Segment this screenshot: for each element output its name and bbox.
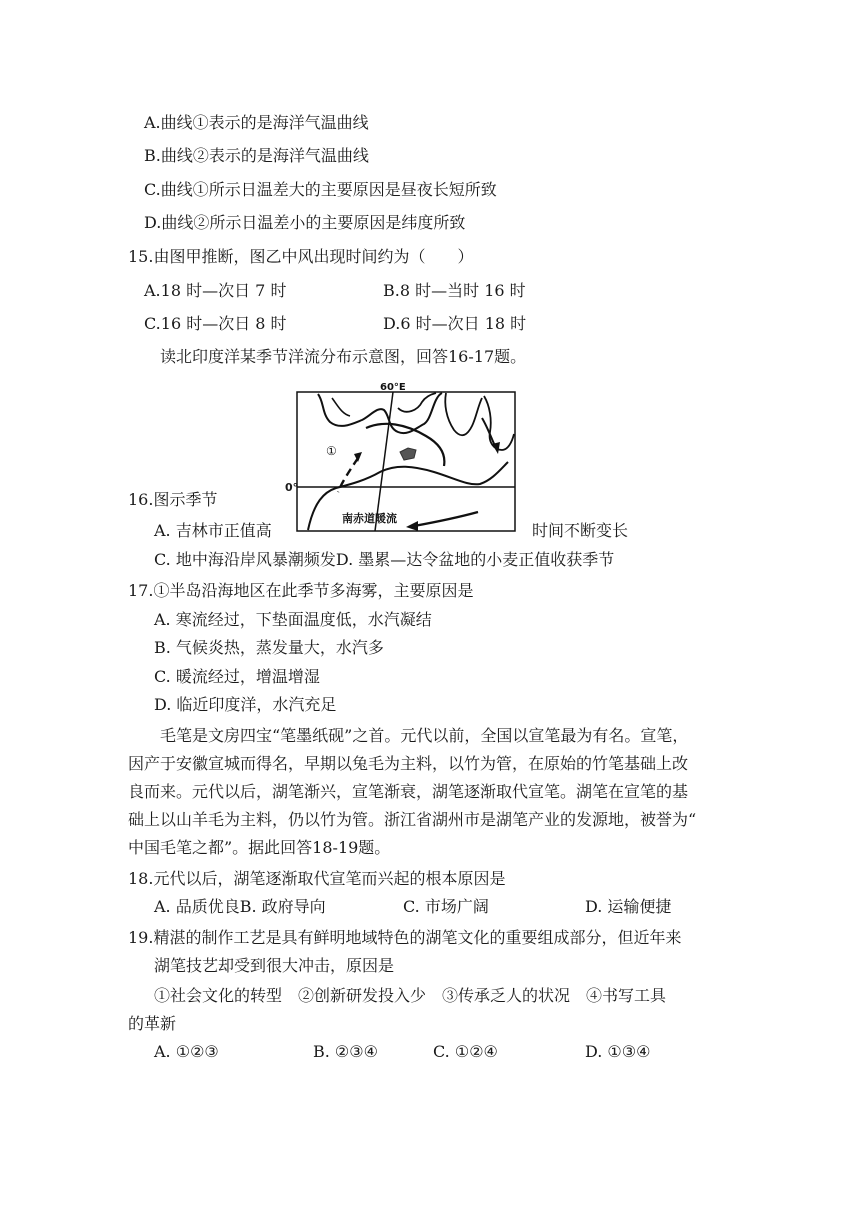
q15-option-c: C.16 时—次日 8 时 bbox=[144, 314, 287, 333]
q19-option-b: B. ②③④ bbox=[313, 1042, 378, 1061]
label-peninsula: ① bbox=[326, 444, 337, 458]
q14-option-a: A.曲线①表示的是海洋气温曲线 bbox=[144, 113, 369, 132]
q18-stem: 18.元代以后，湖笔逐渐取代宣笔而兴起的根本原因是 bbox=[128, 869, 506, 888]
label-equator: 0° bbox=[285, 481, 299, 494]
q16-stem: 16.图示季节 bbox=[128, 490, 218, 509]
map-frame bbox=[297, 392, 515, 531]
intro-16-17: 读北印度洋某季节洋流分布示意图，回答16-17题。 bbox=[160, 347, 527, 366]
q17-option-a: A. 寒流经过，下垫面温度低，水汽凝结 bbox=[154, 610, 432, 629]
q15-option-d: D.6 时—次日 18 时 bbox=[383, 314, 527, 333]
q17-option-d: D. 临近印度洋，水汽充足 bbox=[154, 695, 337, 714]
q14-option-c: C.曲线①所示日温差大的主要原因是昼夜长短所致 bbox=[144, 180, 497, 199]
q14-option-d: D.曲线②所示日温差小的主要原因是纬度所致 bbox=[144, 213, 466, 232]
ocean-current-map bbox=[296, 380, 516, 532]
passage-line-2: 因产于安徽宣城而得名，早期以兔毛为主料，以竹为管，在原始的竹笔基础上改 bbox=[128, 754, 689, 773]
q17-stem: 17.①半岛沿海地区在此季节多海雾，主要原因是 bbox=[128, 581, 474, 600]
q14-option-b: B.曲线②表示的是海洋气温曲线 bbox=[144, 146, 369, 165]
q15-option-b: B.8 时—当时 16 时 bbox=[383, 281, 526, 300]
q17-option-b: B. 气候炎热，蒸发量大，水汽多 bbox=[154, 638, 384, 657]
q19-stem-1: 19.精湛的制作工艺是具有鲜明地域特色的湖笔文化的重要组成部分，但近年来 bbox=[128, 928, 682, 947]
q15-stem: 15.由图甲推断，图乙中风出现时间约为（ ） bbox=[128, 247, 474, 266]
q19-stem-2: 湖笔技艺却受到很大冲击，原因是 bbox=[154, 956, 395, 975]
passage-line-1: 毛笔是文房四宝“笔墨纸砚”之首。元代以前，全国以宣笔最为有名。宣笔， bbox=[160, 726, 689, 745]
label-current: 南赤道暖流 bbox=[342, 512, 397, 525]
q18-option-c: C. 市场广阔 bbox=[403, 897, 489, 916]
passage-line-5: 中国毛笔之都”。据此回答18-19题。 bbox=[128, 838, 391, 857]
q19-option-c: C. ①②④ bbox=[433, 1042, 498, 1061]
q16-option-a: A. 吉林市正值高 bbox=[154, 521, 272, 540]
q19-option-a: A. ①②③ bbox=[154, 1042, 219, 1061]
q18-options-ab: A. 品质优良B. 政府导向 bbox=[154, 897, 326, 916]
label-60e: 60°E bbox=[380, 382, 406, 393]
q19-items-2: 的革新 bbox=[128, 1014, 177, 1033]
q18-option-d: D. 运输便捷 bbox=[585, 897, 672, 916]
q17-option-c: C. 暖流经过，增温增湿 bbox=[154, 667, 320, 686]
q16-option-b-tail: 时间不断变长 bbox=[532, 521, 629, 540]
q15-option-a: A.18 时—次日 7 时 bbox=[144, 281, 287, 300]
q19-option-d: D. ①③④ bbox=[585, 1042, 651, 1061]
passage-line-3: 良而来。元代以后，湖笔渐兴，宣笔渐衰，湖笔逐渐取代宣笔。湖笔在宣笔的基 bbox=[128, 782, 689, 801]
passage-line-4: 础上以山羊毛为主料，仍以竹为管。浙江省湖州市是湖笔产业的发源地，被誉为“ bbox=[128, 810, 697, 829]
q16-options-cd: C. 地中海沿岸风暴潮频发D. 墨累—达令盆地的小麦正值收获季节 bbox=[154, 550, 615, 569]
map-svg bbox=[296, 380, 516, 532]
q19-items-1: ①社会文化的转型 ②创新研发投入少 ③传承乏人的状况 ④书写工具 bbox=[154, 986, 667, 1005]
